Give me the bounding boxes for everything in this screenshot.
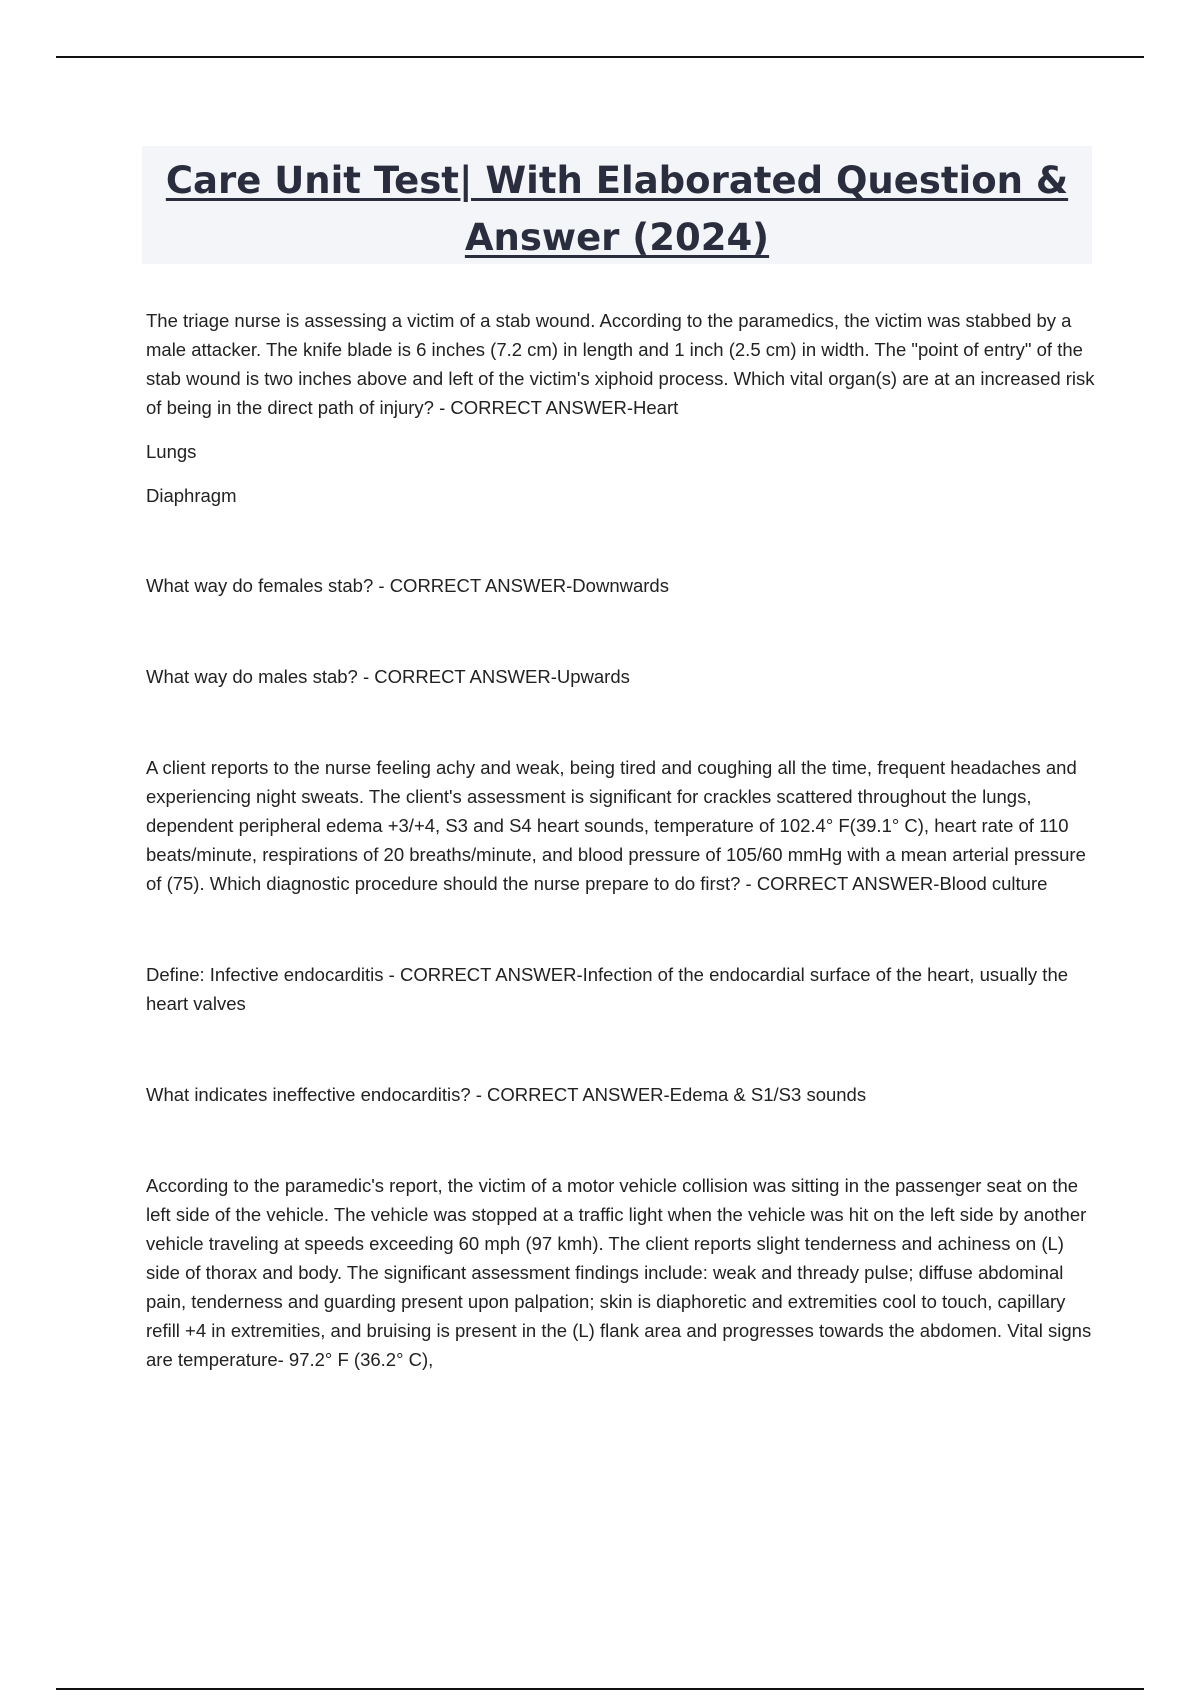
document-title: Care Unit Test| With Elaborated Question & Answer (2024) (165, 159, 1069, 259)
qa-item-stab-wound: The triage nurse is assessing a victim of a stab wound. According to the paramedics, the victim was stabbed by a male attacker. The knife blade is 6 inches (7.2 cm) in length and 1 inch (2.5 cm) in width. The "point of entry" of the stab wound is two inches above and left of the victim's xiphoid process. Which vital organ(s) are at an increased risk of being in the direct path of injury? - CORRECT ANSWER-Heart (146, 310, 1095, 418)
answer-line-lungs: Lungs (146, 441, 197, 462)
qa-item-diagnostic-procedure: A client reports to the nurse feeling achy and weak, being tired and coughing all the time, frequent headaches and experiencing night sweats. The client's assessment is significant for crackles scattered throughout the lungs, dependent peripheral edema +3/+4, S3 and S4 heart sounds, temperature of 102.4° F(39.1° C), heart rate of 110 beats/minute, respirations of 20 breaths/minute, and blood pressure of 105/60 mmHg with a mean arterial pressure of (75). Which diagnostic procedure should the nurse prepare to do first? - CORRECT ANSWER-Blood culture (146, 757, 1086, 894)
qa-item-indicates-endocarditis: What indicates ineffective endocarditis? - CORRECT ANSWER-Edema & S1/S3 sounds (146, 1084, 867, 1105)
document-body (146, 306, 1096, 1374)
qa-item-motor-vehicle-collision: According to the paramedic's report, the victim of a motor vehicle collision was sitting in the passenger seat on the left side of the vehicle. The vehicle was stopped at a traffic light when the vehicle was hit on the left side by another vehicle traveling at speeds exceeding 60 mph (97 kmh). The client reports slight tenderness and achiness on (L) side of thorax and body. The significant assessment findings include: weak and thready pulse; diffuse abdominal pain, tenderness and guarding present upon palpation; skin is diaphoretic and extremities cool to touch, capillary refill +4 in extremities, and bruising is present in the (L) flank area and progresses towards the abdomen. Vital signs are temperature- 97.2° F (36.2° C), (146, 1175, 1092, 1370)
qa-item-females-stab: What way do females stab? - CORRECT ANSWER-Downwards (146, 575, 669, 596)
top-divider (56, 56, 1144, 58)
qa-item-define-endocarditis: Define: Infective endocarditis - CORRECT ANSWER-Infection of the endocardial surface of the heart, usually the heart valves (146, 964, 1069, 1014)
title-banner (142, 146, 1092, 264)
answer-line-diaphragm: Diaphragm (146, 485, 237, 506)
qa-item-males-stab: What way do males stab? - CORRECT ANSWER-Upwards (146, 666, 630, 687)
bottom-divider (56, 1688, 1144, 1690)
